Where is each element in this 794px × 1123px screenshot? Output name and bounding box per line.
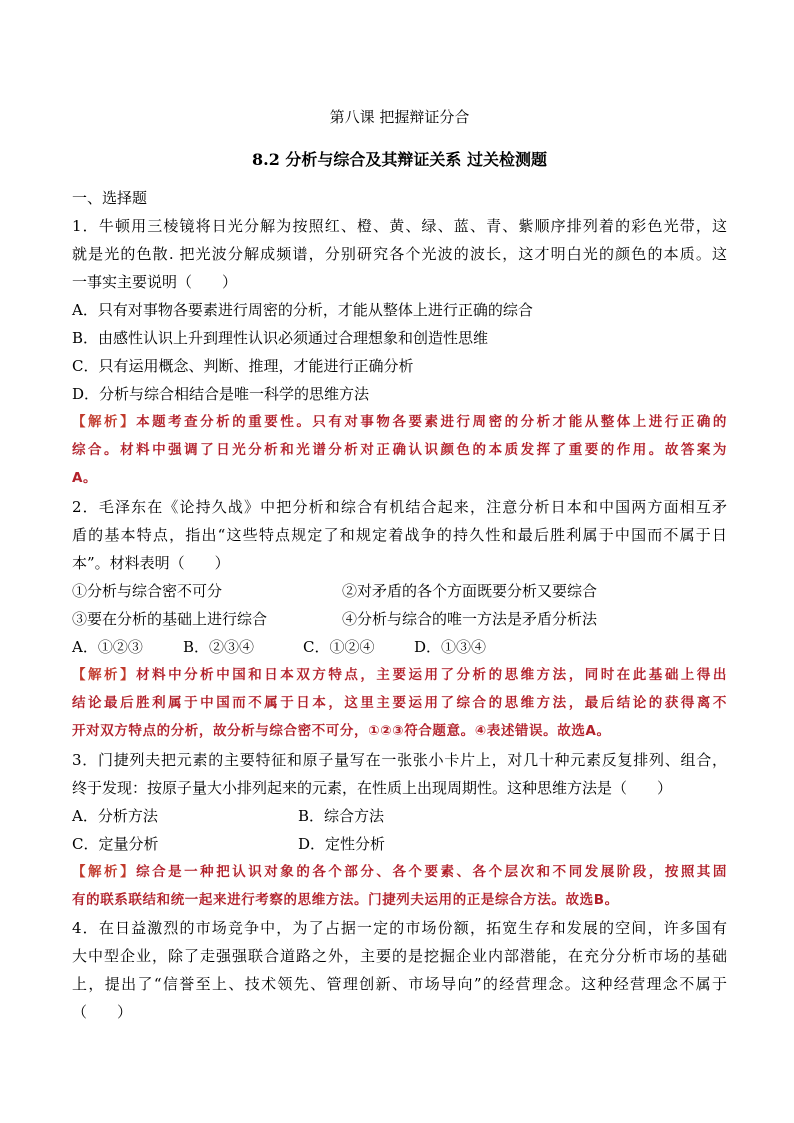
q2-analysis-line: 开对双方特点的分析，故分析与综合密不可分，①②③符合题意。④表述错误。故选A。 [72, 723, 611, 739]
q3-option-b: B．综合方法 [298, 807, 385, 825]
q1-option-a: A．只有对事物各要素进行周密的分析，才能从整体上进行正确的综合 [72, 301, 533, 319]
q3-option-c: C．定量分析 [72, 835, 159, 853]
q4-stem-line: 4．在日益激烈的市场竞争中，为了占据一定的市场份额，拓宽生存和发展的空间，许多国有 [72, 919, 727, 937]
q2-stem-line: 2．毛泽东在《论持久战》中把分析和综合有机结合起来，注意分析日本和中国两方面相互矛 [72, 498, 727, 516]
q2-statement-2: ②对矛盾的各个方面既要分析又要综合 [342, 582, 598, 600]
section-heading: 一、选择题 [72, 189, 148, 207]
q2-option-d: D．①③④ [414, 638, 487, 656]
subtitle: 8.2 分析与综合及其辩证关系 过关检测题 [252, 150, 547, 169]
q2-statement-4: ④分析与综合的唯一方法是矛盾分析法 [342, 610, 598, 628]
q1-stem-line: 就是光的色散. 把光波分解成频谱，分别研究各个光波的波长，这才明白光的颜色的本质。这 [72, 245, 727, 263]
q2-option-a: A．①②③ [72, 638, 143, 656]
q4-stem-line: 大中型企业，除了走强强联合道路之外，主要的是挖掘企业内部潜能，在充分分析市场的基础 [72, 947, 727, 965]
q2-statement-1: ①分析与综合密不可分 [72, 582, 223, 600]
q1-option-b: B．由感性认识上升到理性认识必须通过合理想象和创造性思维 [72, 329, 489, 347]
q1-option-c: C．只有运用概念、判断、推理，才能进行正确分析 [72, 357, 414, 375]
q3-analysis-line: 有的联系联结和统一起来进行考察的思维方法。门捷列夫运用的正是综合方法。故选B。 [72, 892, 619, 908]
analysis-tag: 【解析】 [72, 667, 137, 683]
analysis-text: 综合是一种把认识对象的各个部分、各个要素、各个层次和不同发展阶段，按照其固 [136, 864, 727, 880]
analysis-tag: 【解析】 [72, 414, 137, 430]
q3-stem-line: 3．门捷列夫把元素的主要特征和原子量写在一张张小卡片上，对几十种元素反复排列、组合， [72, 751, 727, 769]
q2-option-c: C．①②④ [303, 638, 375, 656]
q2-option-b: B．②③④ [183, 638, 255, 656]
q3-stem-line: 终于发现：按原子量大小排列起来的元素，在性质上出现周期性。这种思维方法是（ ） [72, 779, 673, 797]
q1-option-d: D．分析与综合相结合是唯一科学的思维方法 [72, 385, 370, 403]
lesson-title: 第八课 把握辩证分合 [329, 108, 470, 126]
q2-statement-3: ③要在分析的基础上进行综合 [72, 610, 268, 628]
q2-stem-line: 本”。材料表明（ ） [72, 554, 230, 572]
q1-analysis-line [72, 412, 727, 432]
q4-stem-line: （ ） [72, 1003, 133, 1021]
q4-stem-line: 上，提出了“信誉至上、技术领先、管理创新、市场导向”的经营理念。这种经营理念不属于 [72, 975, 727, 993]
q3-analysis-line [72, 862, 727, 882]
analysis-text: 本题考查分析的重要性。只有对事物各要素进行周密的分析才能从整体上进行正确的 [136, 414, 727, 430]
q1-analysis-line: 综合。材料中强调了日光分析和光谱分析对正确认识颜色的本质发挥了重要的作用。故答案为 [72, 442, 727, 458]
q2-analysis-line [72, 665, 727, 685]
q1-stem-line: 一事实主要说明（ ） [72, 273, 238, 291]
q3-option-a: A．分析方法 [72, 807, 158, 825]
analysis-text: 材料中分析中国和日本双方特点，主要运用了分析的思维方法，同时在此基础上得出 [136, 667, 727, 683]
analysis-tag: 【解析】 [72, 864, 137, 880]
q1-stem-line: 1．牛顿用三棱镜将日光分解为按照红、橙、黄、绿、蓝、青、紫顺序排列着的彩色光带，这 [72, 217, 727, 235]
q2-analysis-line: 结论最后胜利属于中国而不属于日本，这里主要运用了综合的思维方法，最后结论的获得离不 [72, 695, 727, 711]
q2-stem-line: 盾的基本特点，指出“这些特点规定了和规定着战争的持久性和最后胜利属于中国而不属于日 [72, 526, 727, 544]
q1-analysis-line: A。 [72, 470, 98, 486]
q3-option-d: D．定性分析 [298, 835, 386, 853]
